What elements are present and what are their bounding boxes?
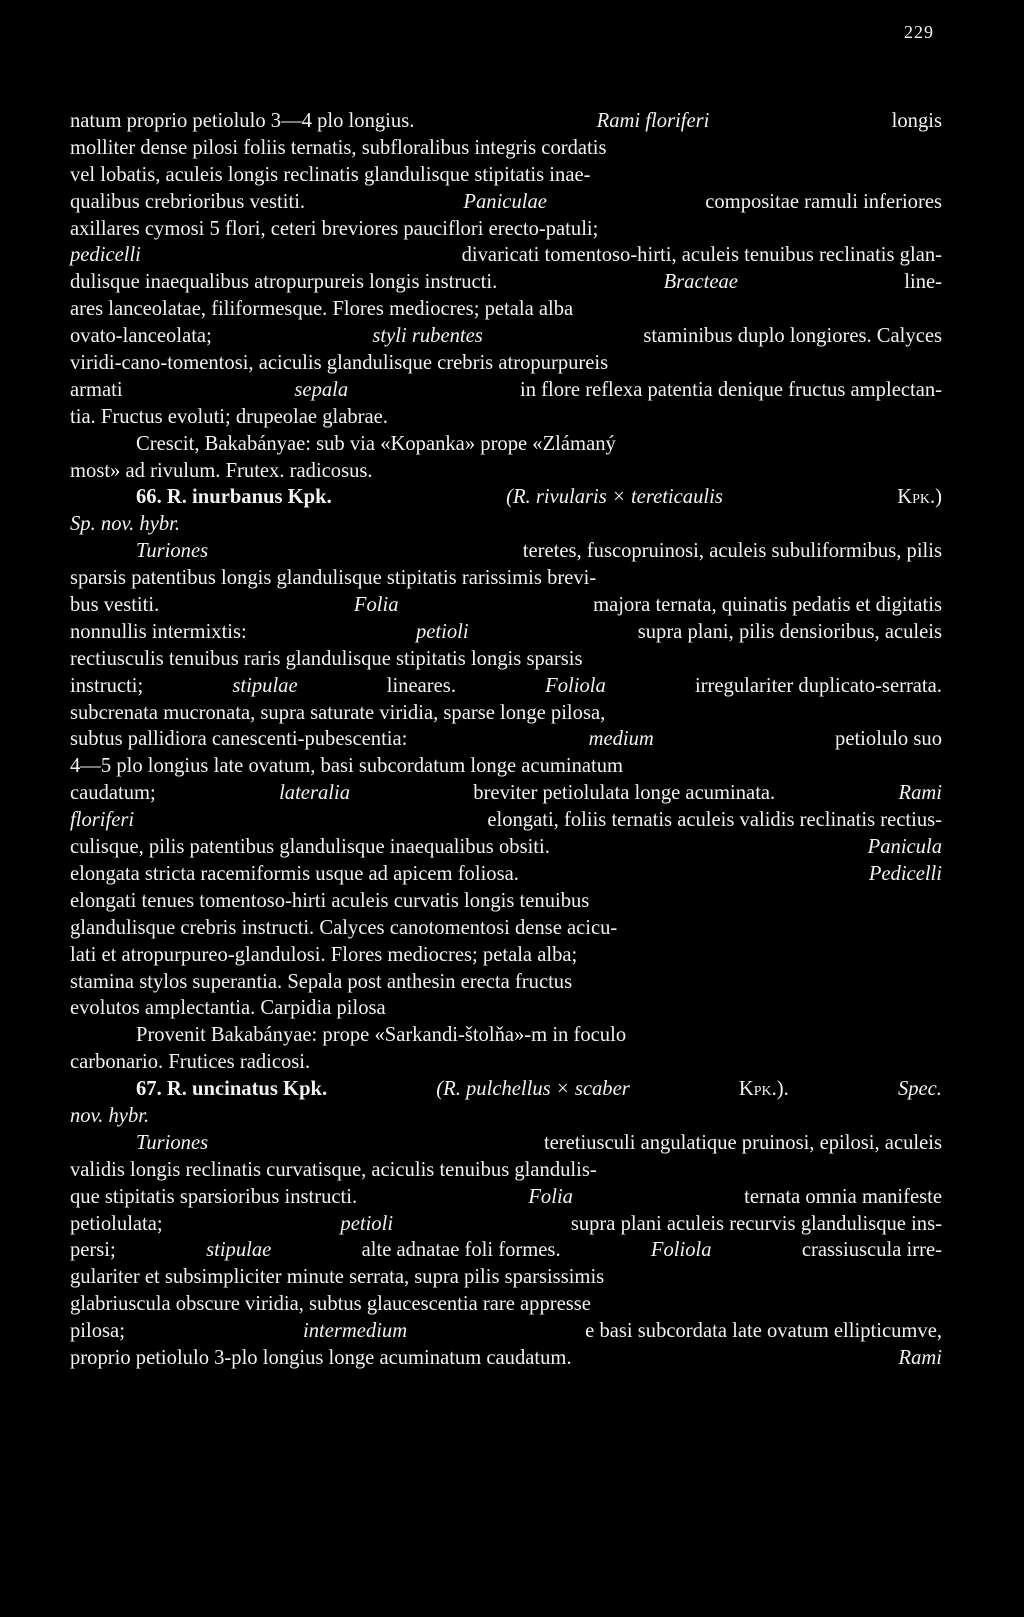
italic-text: stipulae xyxy=(206,1239,272,1262)
text-line xyxy=(70,753,942,780)
text-line xyxy=(70,189,942,216)
body-text: divaricati tomentoso-hirti, aculeis tenuibus reclinatis glan- xyxy=(461,244,942,267)
text-line xyxy=(70,1237,942,1264)
body-text: sparsis patentibus longis glandulisque stipitatis rarissimis brevi- xyxy=(70,567,597,590)
italic-text: pedicelli xyxy=(70,244,141,267)
italic-text: intermedium xyxy=(302,1320,408,1343)
body-text: proprio petiolulo 3-plo longius longe acuminatum caudatum. xyxy=(70,1346,572,1369)
italic-text: (R. rivularis × tereticaulis xyxy=(506,486,723,509)
body-text: longis xyxy=(891,110,942,132)
body-text: que stipitatis sparsioribus instructi. xyxy=(70,1185,358,1208)
body-text: glabriuscula obscure viridia, subtus glaucescentia rare appresse xyxy=(70,1293,591,1316)
text-line xyxy=(70,108,942,135)
text-line xyxy=(70,538,942,565)
text-line xyxy=(70,646,942,673)
body-text: rectiusculis tenuibus raris glandulisque stipitatis longis sparsis xyxy=(70,647,583,670)
body-text: ternata omnia manifeste xyxy=(744,1185,942,1208)
body-text: glandulisque crebris instructi. Calyces canotomentosi dense acicu- xyxy=(70,916,618,939)
text-line xyxy=(70,780,942,807)
body-text: subtus pallidiora canescenti-pubescentia: xyxy=(70,728,408,751)
body-text: teretiusculi angulatique pruinosi, epilosi, aculeis xyxy=(543,1131,942,1154)
italic-text: Turiones xyxy=(136,1131,209,1154)
body-text: elongata stricta racemiformis usque ad apicem foliosa. xyxy=(70,862,519,885)
text-line xyxy=(70,162,942,189)
body-text: majora ternata, quinatis pedatis et digitatis xyxy=(593,594,942,617)
body-text: teretes, fuscopruinosi, aculeis subuliformibus, pilis xyxy=(522,540,942,563)
body-text: most» ad rivulum. Frutex. radicosus. xyxy=(70,459,373,482)
body-text: petiolulata; xyxy=(70,1212,163,1235)
italic-text: Turiones xyxy=(136,540,209,563)
body-text: alte adnatae foli formes. xyxy=(361,1239,561,1262)
text-line xyxy=(70,619,942,646)
text-line xyxy=(70,1184,942,1211)
italic-text: petioli xyxy=(415,620,469,643)
body-text: e basi subcordata late ovatum ellipticumve, xyxy=(585,1320,942,1343)
text-line xyxy=(70,242,942,269)
italic-text: lateralia xyxy=(279,782,350,805)
italic-text: Rami xyxy=(898,782,942,805)
text-line xyxy=(70,807,942,834)
italic-text: floriferi xyxy=(70,809,135,832)
body-text: Crescit, Bakabányae: sub via «Kopanka» prope «Zlámaný xyxy=(136,432,616,455)
small-caps-text: Kpk.). xyxy=(738,1078,789,1101)
text-line xyxy=(70,861,942,888)
text-line xyxy=(70,915,942,942)
body-text: armati xyxy=(70,378,123,401)
body-text: viridi-cano-tomentosi, aciculis glandulisque crebris atropurpureis xyxy=(70,352,609,375)
body-text: irregulariter duplicato-serrata. xyxy=(694,674,942,697)
text-line xyxy=(70,592,942,619)
text-line xyxy=(70,1049,942,1076)
text-line xyxy=(70,296,942,323)
italic-text: stipulae xyxy=(232,674,298,697)
text-line xyxy=(70,834,942,861)
italic-text: Foliola xyxy=(650,1239,712,1262)
body-text: ovato-lanceolata; xyxy=(70,325,212,348)
body-text: crassiuscula irre- xyxy=(801,1239,942,1262)
text-line xyxy=(70,484,942,511)
body-text: lati et atropurpureo-glandulosi. Flores mediocres; petala alba; xyxy=(70,943,578,966)
body-text: staminibus duplo longiores. Calyces xyxy=(643,325,942,348)
italic-text: petioli xyxy=(340,1212,394,1235)
body-text: compositae ramuli inferiores xyxy=(705,190,942,213)
body-text: supra plani, pilis densioribus, aculeis xyxy=(637,620,942,643)
text-line xyxy=(70,511,942,538)
text-line xyxy=(70,700,942,727)
body-text: in flore reflexa patentia denique fructus amplectan- xyxy=(520,378,942,401)
text-line xyxy=(70,1264,942,1291)
italic-text: Pedicelli xyxy=(868,862,942,885)
text-line xyxy=(70,1022,942,1049)
italic-text: Panicula xyxy=(867,836,942,859)
small-caps-text: Kpk.) xyxy=(897,486,942,509)
text-line xyxy=(70,1291,942,1318)
body-text: bus vestiti. xyxy=(70,594,160,617)
text-line xyxy=(70,1157,942,1184)
text-line xyxy=(70,565,942,592)
body-text: lineares. xyxy=(386,674,456,697)
text-line xyxy=(70,969,942,996)
page-number: 229 xyxy=(904,22,934,42)
italic-text: Folia xyxy=(528,1185,573,1208)
body-text: 4—5 plo longius late ovatum, basi subcordatum longe acuminatum xyxy=(70,755,624,778)
text-line xyxy=(70,726,942,753)
italic-text: Rami xyxy=(898,1346,942,1369)
text-line xyxy=(70,1318,942,1345)
bold-heading-text: 66. R. inurbanus Kpk. xyxy=(136,486,332,509)
body-text: line- xyxy=(904,271,942,294)
body-text: evolutos amplectantia. Carpidia pilosa xyxy=(70,997,386,1020)
body-text: elongati, foliis ternatis aculeis validis reclinatis rectius- xyxy=(487,809,942,832)
italic-text: Folia xyxy=(353,594,399,617)
italic-text: styli rubentes xyxy=(372,325,483,348)
body-text: petiolulo suo xyxy=(835,728,942,751)
body-text: tia. Fructus evoluti; drupeolae glabrae. xyxy=(70,405,388,428)
body-text: natum proprio petiolulo 3—4 plo longius. xyxy=(70,110,415,132)
body-text: culisque, pilis patentibus glandulisque inaequalibus obsiti. xyxy=(70,836,550,859)
text-line xyxy=(70,1130,942,1157)
italic-text: (R. pulchellus × scaber xyxy=(436,1078,630,1101)
text-line xyxy=(70,1211,942,1238)
body-text: vel lobatis, aculeis longis reclinatis glandulisque stipitatis inae- xyxy=(70,163,591,186)
italic-text: Sp. nov. hybr. xyxy=(70,513,181,536)
body-text: qualibus crebrioribus vestiti. xyxy=(70,190,306,213)
text-line xyxy=(70,673,942,700)
bold-heading-text: 67. R. uncinatus Kpk. xyxy=(136,1078,328,1101)
text-line xyxy=(70,269,942,296)
body-text: subcrenata mucronata, supra saturate viridia, sparse longe pilosa, xyxy=(70,701,606,724)
text-line xyxy=(70,942,942,969)
body-text: elongati tenues tomentoso-hirti aculeis curvatis longis tenuibus xyxy=(70,889,590,912)
text-line xyxy=(70,888,942,915)
text-body xyxy=(70,108,942,1372)
text-line xyxy=(70,1076,942,1103)
text-line xyxy=(70,323,942,350)
text-line xyxy=(70,1345,942,1372)
body-text: ares lanceolatae, filiformesque. Flores mediocres; petala alba xyxy=(70,298,574,321)
italic-text: nov. hybr. xyxy=(70,1104,150,1127)
italic-text: Bracteae xyxy=(663,271,738,294)
body-text: breviter petiolulata longe acuminata. xyxy=(473,782,776,805)
body-text: persi; xyxy=(70,1239,116,1262)
body-text: gulariter et subsimpliciter minute serrata, supra pilis sparsissimis xyxy=(70,1266,605,1289)
italic-text: Spec. xyxy=(897,1078,942,1101)
text-line xyxy=(70,377,942,404)
text-line xyxy=(70,350,942,377)
body-text: axillares cymosi 5 flori, ceteri breviores pauciflori erecto-patuli; xyxy=(70,217,599,240)
text-line xyxy=(70,458,942,485)
body-text: molliter dense pilosi foliis ternatis, subfloralibus integris cordatis xyxy=(70,136,607,159)
body-text: stamina stylos superantia. Sepala post anthesin erecta fructus xyxy=(70,970,573,993)
text-line xyxy=(70,135,942,162)
body-text: pilosa; xyxy=(70,1320,125,1343)
body-text: supra plani aculeis recurvis glandulisque ins- xyxy=(570,1212,942,1235)
text-line xyxy=(70,1103,942,1130)
body-text: caudatum; xyxy=(70,782,156,805)
body-text: validis longis reclinatis curvatisque, aciculis tenuibus glandulis- xyxy=(70,1158,597,1181)
text-line xyxy=(70,404,942,431)
body-text: Provenit Bakabányae: prope «Sarkandi-štolňa»-m in foculo xyxy=(136,1024,627,1047)
italic-text: Foliola xyxy=(545,674,606,697)
body-text: instructi; xyxy=(70,674,144,697)
text-line xyxy=(70,995,942,1022)
text-line xyxy=(70,431,942,458)
italic-text: medium xyxy=(588,728,654,751)
body-text: nonnullis intermixtis: xyxy=(70,620,247,643)
body-text: dulisque inaequalibus atropurpureis longis instructi. xyxy=(70,271,498,294)
text-line xyxy=(70,216,942,243)
body-text: carbonario. Frutices radicosi. xyxy=(70,1051,311,1074)
italic-text: Rami floriferi xyxy=(596,110,710,132)
italic-text: Paniculae xyxy=(463,190,547,213)
italic-text: sepala xyxy=(294,378,349,401)
